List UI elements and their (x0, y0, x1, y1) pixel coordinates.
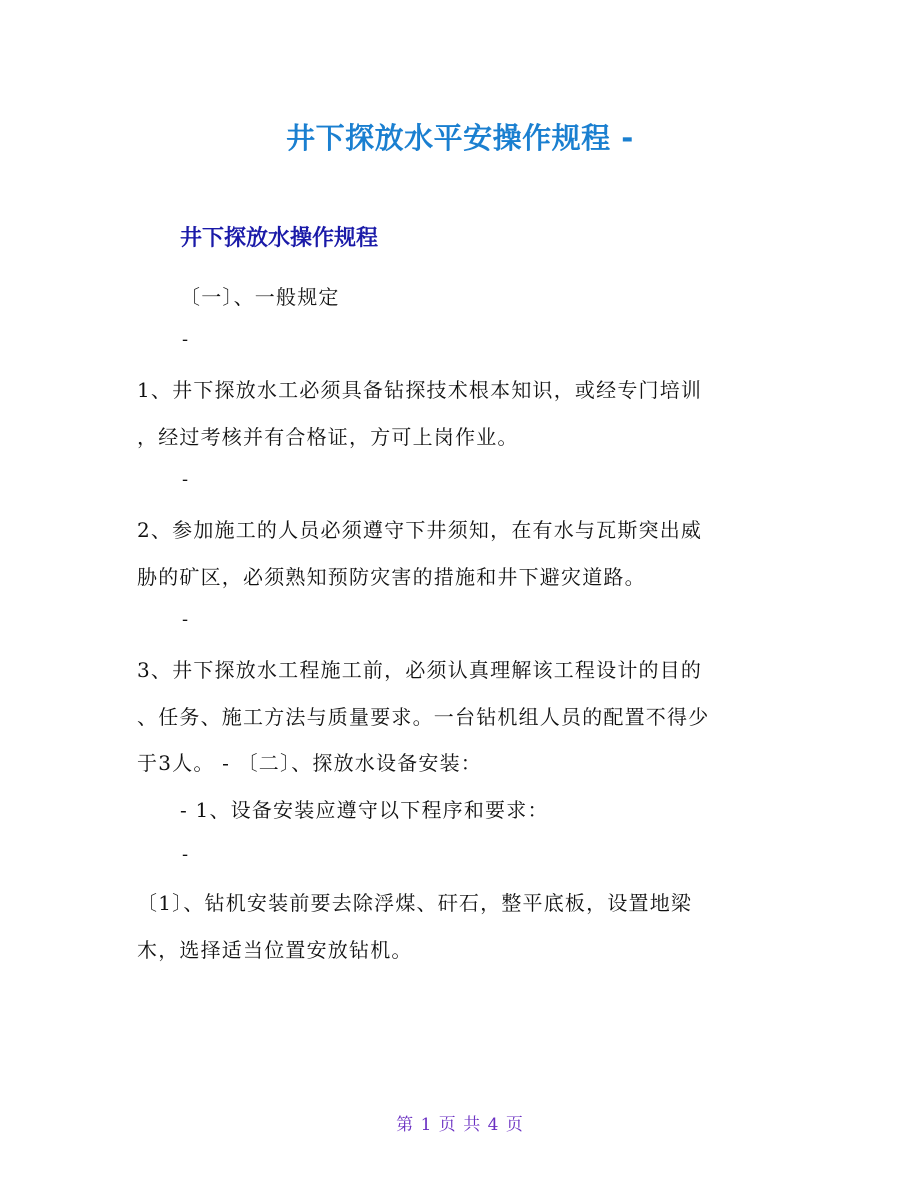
paragraph-line: 、任务、施工方法与质量要求。一台钻机组人员的配置不得少 (137, 705, 710, 729)
separator-dash: - (182, 844, 189, 865)
paragraph-line: 胁的矿区，必须熟知预防灾害的措施和井下避灾道路。 (137, 565, 646, 589)
paragraph-line: 2、参加施工的人员必须遵守下井须知，在有水与瓦斯突出威 (137, 518, 703, 542)
document-subtitle: 井下探放水操作规程 (180, 226, 379, 251)
document-title: 井下探放水平安操作规程 - (286, 121, 634, 155)
separator-dash: - (182, 329, 189, 350)
paragraph-line: - 1、设备安装应遵守以下程序和要求： (180, 798, 549, 822)
paragraph-line: 木，选择适当位置安放钻机。 (137, 938, 413, 962)
paragraph-line: 1、井下探放水工必须具备钻探技术根本知识，或经专门培训 (137, 378, 703, 402)
section-heading-general: 〔一〕、一般规定 (180, 285, 340, 309)
paragraph-line: ，经过考核并有合格证，方可上岗作业。 (137, 425, 519, 449)
separator-dash: - (182, 609, 189, 630)
separator-dash: - (182, 469, 189, 490)
paragraph-line: 3、井下探放水工程施工前，必须认真理解该工程设计的目的 (137, 658, 703, 682)
paragraph-line: 〔1〕、钻机安装前要去除浮煤、矸石，整平底板，设置地梁 (137, 891, 693, 915)
page-number-footer: 第 1 页 共 4 页 (396, 1115, 524, 1135)
paragraph-line: 于3人。 - 〔二〕、探放水设备安装： (137, 751, 482, 775)
